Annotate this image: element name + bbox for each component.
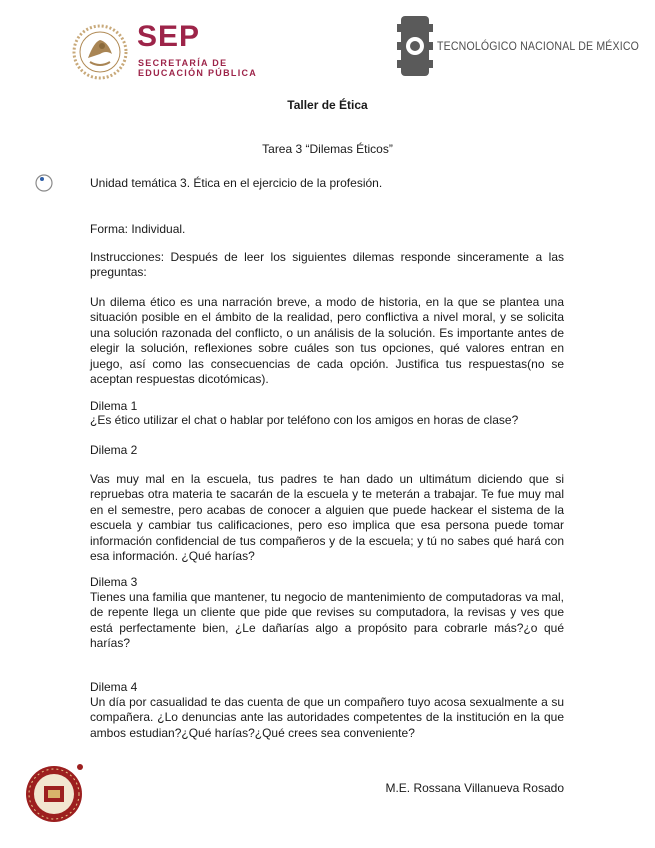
- dilemma-1-text: ¿Es ético utilizar el chat o hablar por teléfono con los amigos en horas de clase?: [90, 413, 519, 427]
- dilemma-3-text: Tienes una familia que mantener, tu negocio de mantenimiento de computadoras va mal, de repente llega un cliente que pide que revises su computadora, la revisas y ves que está perfectamente bien, ¿Le dañarías algo a propósito para cobrarle más?¿o qué harías?: [90, 590, 564, 651]
- form-line: Forma: Individual.: [90, 222, 186, 236]
- sep-subtitle-line2: EDUCACIÓN PÚBLICA: [138, 68, 258, 78]
- document-title: Taller de Ética: [287, 98, 368, 112]
- instructions-paragraph: Instrucciones: Después de leer los siguientes dilemas responde sinceramente a las preguntas:: [90, 250, 564, 280]
- tecnm-gear-logo: [397, 14, 433, 78]
- author-name: M.E. Rossana Villanueva Rosado: [385, 781, 564, 795]
- dilemma-4-label: Dilema 4: [90, 680, 138, 694]
- mexico-coat-of-arms-logo: [72, 24, 128, 80]
- institution-seal-logo: [24, 762, 86, 824]
- document-subtitle: Tarea 3 “Dilemas Éticos”: [262, 142, 393, 156]
- dilemma-3-label: Dilema 3: [90, 575, 138, 589]
- dilemma-2-text: Vas muy mal en la escuela, tus padres te han dado un ultimátum diciendo que si repruebas otra materia te sacarán de la escuela y te meterán a trabajar. Te fue muy mal en el semestre, pero acabas de conocer a alguien que puede hackear el sistema de la escuela y cambiar tus calificaciones, pero eso implica que esa persona puede tomar información confidencial de tus compañeros y de la escuela; y tú no sabes qué hará con esa información. ¿Qué harías?: [90, 472, 564, 564]
- progress-circle-icon: [34, 173, 54, 193]
- sep-title: SEP: [137, 20, 201, 53]
- intro-paragraph: Un dilema ético es una narración breve, a modo de historia, en la que se plantea una situación posible en el ámbito de la realidad, pero conflictiva a nivel moral, y se solicita una solución razonada del conflicto, o un análisis de la solución. Es importante antes de elegir la solución, reflexiones sobre cuáles son tus opciones, qué valores entran en juego, así como las consecuencias de cada opción. Justifica tus respuestas(no se aceptan respuestas dicotómicas).: [90, 295, 564, 387]
- unit-line: Unidad temática 3. Ética en el ejercicio de la profesión.: [90, 176, 383, 190]
- dilemma-2-label: Dilema 2: [90, 443, 138, 457]
- sep-subtitle-line1: SECRETARÍA DE: [138, 58, 228, 68]
- tecnm-name: TECNOLÓGICO NACIONAL DE MÉXICO: [437, 39, 640, 53]
- dilemma-1-label: Dilema 1: [90, 399, 138, 413]
- dilemma-4-text: Un día por casualidad te das cuenta de que un compañero tuyo acosa sexualmente a su compañera. ¿Lo denuncias ante las autoridades competentes de la institución en la que ambos estudian?¿Qué harías?¿Qué crees sea conveniente?: [90, 695, 564, 740]
